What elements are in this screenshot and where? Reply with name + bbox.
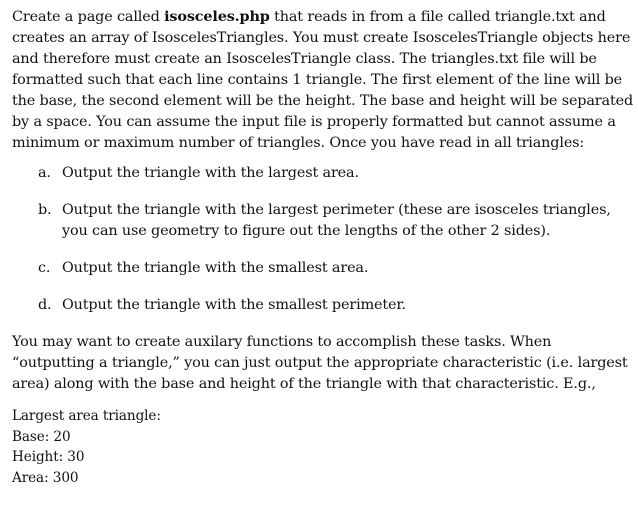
list-marker: b. [38,202,52,218]
list-marker: c. [38,260,51,276]
intro-rest: that reads in from a file called triangle.txt and creates an array of IsoscelesTriangles. You must create IsoscelesTriangle objects here and therefore must create an IsoscelesTriangle class. The triangles.txt file will be formatted such that each line contains 1 triangle. The first element of the line will be the base, the second element will be the height. The base and height will be separated by a space. You can assume the input file is properly formatted but cannot assume a minimum or maximum number of triangles. Once you have read in all triangles: [12,9,634,151]
list-marker: a. [38,165,51,181]
intro-filename: isosceles.php [164,8,270,25]
list-item [12,163,634,184]
list-item [12,258,634,279]
example-output [12,406,634,488]
list-item-text: Output the triangle with the largest area. [62,165,359,181]
list-item-text: Output the triangle with the largest perimeter (these are isosceles triangles, you can use geometry to figure out the lengths of the other 2 sides). [62,202,611,239]
example-area: Area: 300 [12,469,79,486]
intro-prefix: Create a page called [12,9,165,25]
list-item-text: Output the triangle with the smallest perimeter. [62,297,406,313]
list-item [12,200,634,242]
task-list [12,163,634,316]
example-height: Height: 30 [12,449,85,465]
list-marker: d. [38,297,52,313]
intro-paragraph [12,6,634,154]
example-base: Base: 20 [12,428,71,445]
note-paragraph: You may want to create auxilary functions to accomplish these tasks. When “outputting a triangle,” you can just output the appropriate characteristic (i.e. largest area) along with the base and height of the triangle with that characteristic. E.g., [12,334,628,392]
example-heading: Largest area triangle: [12,408,161,424]
list-item [12,295,634,316]
list-item-text: Output the triangle with the smallest area. [62,260,369,276]
